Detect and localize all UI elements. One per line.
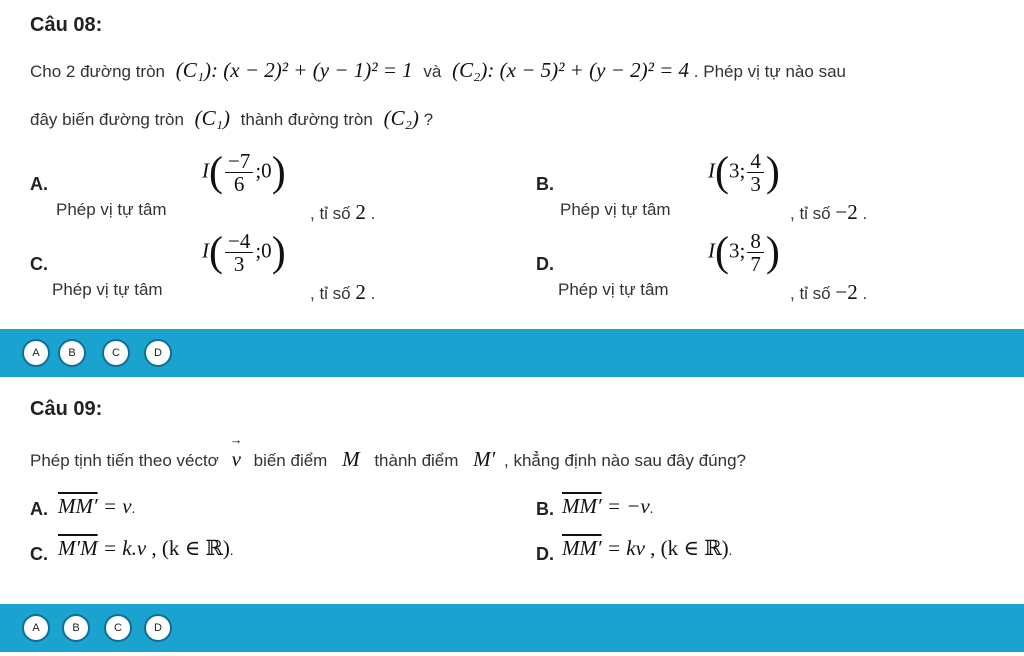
stem-text: . Phép vị tự nào sau	[693, 62, 846, 81]
vector-rhs: = kv	[606, 536, 645, 560]
answer-button-d[interactable]: D	[144, 339, 172, 367]
stem-text: Cho 2 đường tròn	[30, 62, 165, 81]
option-a-letter: A.	[30, 174, 48, 194]
answer-button-c[interactable]: C	[102, 339, 130, 367]
circle-c2-label: (C₂)	[383, 106, 419, 130]
answer-button-c[interactable]: C	[104, 614, 132, 642]
answer-button-a[interactable]: A	[22, 614, 50, 642]
coordinate-head: 3;	[729, 238, 746, 263]
vector-rhs: = −v	[606, 494, 650, 518]
period: .	[370, 204, 376, 223]
fraction-numerator: 4	[747, 150, 764, 173]
ratio-value: −2	[835, 200, 858, 224]
vector-v: → v	[232, 447, 241, 472]
vector-lhs: MM′	[562, 494, 602, 518]
vector-lhs: MM′	[58, 494, 98, 518]
period: .	[862, 284, 868, 303]
q9-option-a-letter: A.	[30, 499, 48, 519]
point-m: M	[342, 447, 360, 471]
stem-text: thành đường tròn	[240, 110, 373, 129]
question-8-stem-line2	[30, 106, 433, 131]
stem-text: ?	[423, 110, 434, 129]
ratio-value: 2	[355, 280, 366, 304]
fraction-denominator: 3	[750, 172, 761, 197]
question-8-stem-line1	[30, 58, 846, 83]
circle-c2-equation: (C₂): (x − 5)² + (y − 2)² = 4	[452, 58, 690, 82]
ratio-value: 2	[355, 200, 366, 224]
condition: , (k ∈ ℝ)	[151, 536, 230, 560]
question-9-title: Câu 09:	[30, 398, 103, 420]
option-b-ratio	[790, 200, 867, 225]
fraction-numerator: −4	[225, 230, 253, 253]
period: .	[862, 204, 868, 223]
period: .	[229, 544, 234, 559]
option-d-letter: D.	[536, 254, 554, 274]
option-d-ratio	[790, 280, 867, 305]
ratio-value: −2	[835, 280, 858, 304]
option-b-text: Phép vị tự tâm	[560, 200, 671, 219]
stem-text: , khẳng định nào sau đây đúng?	[504, 451, 746, 470]
stem-text: thành điểm	[374, 451, 459, 470]
option-a-text: Phép vị tự tâm	[56, 200, 167, 219]
q9-option-a-expr	[58, 494, 135, 519]
circle-c1-label: (C₁)	[194, 106, 230, 130]
q9-option-b-letter: B.	[536, 499, 554, 519]
q9-option-d-letter: D.	[536, 544, 554, 564]
coordinate-head: 3;	[729, 158, 746, 183]
fraction-numerator: −7	[225, 150, 253, 173]
q9-option-b-expr	[562, 494, 653, 519]
ratio-text: , tỉ số	[790, 284, 831, 303]
q9-option-c-letter: C.	[30, 544, 48, 564]
period: .	[728, 544, 733, 559]
option-a-center: I( $\frac{-7}{6}$ ;0)	[202, 149, 286, 197]
coordinate-tail: ;0	[255, 158, 272, 183]
answer-button-b[interactable]: B	[58, 339, 86, 367]
fraction-denominator: 7	[750, 252, 761, 277]
stem-text: đây biến đường tròn	[30, 110, 184, 129]
vector-lhs: MM′	[562, 536, 602, 560]
center-label: I	[708, 238, 715, 263]
center-label: I	[202, 238, 209, 263]
option-c-center: I( $\frac{-4}{3}$ ;0)	[202, 229, 286, 277]
option-d-text: Phép vị tự tâm	[558, 280, 669, 299]
period: .	[370, 284, 376, 303]
vector-lhs: M′M	[58, 536, 98, 560]
fraction-denominator: 6	[233, 172, 245, 197]
answer-button-b[interactable]: B	[62, 614, 90, 642]
ratio-text: , tỉ số	[310, 284, 351, 303]
vector-rhs: = v	[102, 494, 132, 518]
ratio-text: , tỉ số	[790, 204, 831, 223]
stem-text: biến điểm	[253, 451, 328, 470]
answer-button-a[interactable]: A	[22, 339, 50, 367]
q9-option-c-expr	[58, 536, 233, 561]
option-c-text: Phép vị tự tâm	[52, 280, 163, 299]
condition: , (k ∈ ℝ)	[650, 536, 729, 560]
period: .	[131, 502, 136, 517]
center-label: I	[202, 158, 209, 183]
q9-option-d-expr	[562, 536, 732, 561]
option-c-ratio	[310, 280, 375, 305]
option-b-center: I(3; $\frac{4}{3}$ )	[708, 149, 780, 197]
option-d-center: I(3; $\frac{8}{7}$ )	[708, 229, 780, 277]
answer-button-d[interactable]: D	[144, 614, 172, 642]
circle-c1-equation: (C₁): (x − 2)² + (y − 1)² = 1	[175, 58, 413, 82]
fraction-numerator: 8	[747, 230, 764, 253]
question-9-stem	[30, 447, 746, 472]
answer-bar-q8	[0, 329, 1024, 377]
option-b-letter: B.	[536, 174, 554, 194]
question-8-title: Câu 08:	[30, 14, 103, 36]
period: .	[649, 502, 654, 517]
coordinate-tail: ;0	[255, 238, 272, 263]
answer-bar-q9	[0, 604, 1024, 652]
option-c-letter: C.	[30, 254, 48, 274]
vector-rhs: = k.v	[102, 536, 147, 560]
stem-text: Phép tịnh tiến theo véctơ	[30, 451, 219, 470]
stem-text: và	[423, 62, 442, 81]
option-a-ratio	[310, 200, 375, 225]
fraction-denominator: 3	[233, 252, 245, 277]
ratio-text: , tỉ số	[310, 204, 351, 223]
center-label: I	[708, 158, 715, 183]
point-m-prime: M′	[473, 447, 496, 471]
